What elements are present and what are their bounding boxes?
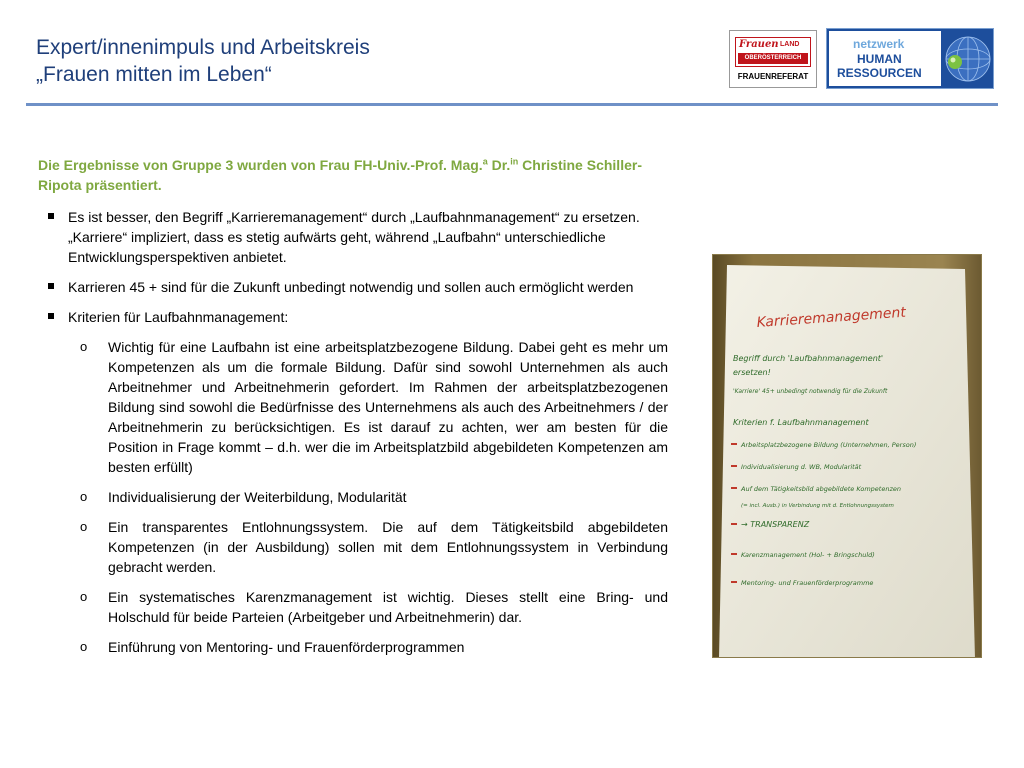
- bullet-item: [48, 207, 668, 267]
- flipchart-line: 'Karriere' 45+ unbedingt notwendig für die Zukunft: [733, 388, 888, 395]
- logo-ressourcen: RESSOURCEN: [837, 66, 922, 80]
- intro-sup-2: in: [510, 156, 519, 167]
- circle-bullet-icon: o: [80, 339, 88, 354]
- flipchart-line: Begriff durch 'Laufbahnmanagement': [733, 354, 884, 363]
- netzwerk-human-ressourcen-logo: [826, 28, 994, 89]
- circle-bullet-icon: o: [80, 519, 88, 534]
- frauenland-logo: [729, 30, 817, 88]
- square-bullet-icon: [48, 313, 54, 319]
- flipchart-heading: Karrieremanagement: [756, 304, 907, 331]
- logo-word-frauen: Frauen: [739, 39, 779, 50]
- sub-bullet-text: Wichtig für eine Laufbahn ist eine arbeitsplatzbezogene Bildung. Dabei geht es mehr um Kompetenzen als um die formale Bildung. Dafür sind sowohl Unternehmen als auch Arbeitnehmer und Arbeitnehmerin gefordert. Im Rahmen der arbeitsplatzbezogenen Bildung sind sowohl die Bedürfnisse des Unternehmens als auch des Arbeitnehmers / der Arbeitnehmerin zu berücksichtigen. Es ist darauf zu achten, wer am besten für die Position in Frage kommt – d.h. wer die im Arbeitsplatzbild abgebildeten Kompetenzen am besten erfüllt): [108, 339, 668, 475]
- logo-netzwerk: netzwerk: [853, 37, 905, 51]
- bullet-item: [48, 307, 668, 327]
- bullet-text: Kriterien für Laufbahnmanagement:: [68, 309, 289, 325]
- bullet-list: [48, 207, 668, 667]
- intro-part-3: Christine Schiller-Ripota präsentiert.: [38, 157, 642, 193]
- frauenland-logo-frame: [735, 37, 811, 67]
- flipchart-line: Mentoring- und Frauenförderprogramme: [741, 579, 874, 587]
- title-line-2: „Frauen mitten im Leben“: [36, 63, 272, 86]
- globe-icon: [941, 29, 994, 89]
- flipchart-line: → TRANSPARENZ: [741, 520, 810, 529]
- square-bullet-icon: [48, 283, 54, 289]
- intro-part-2: Dr.: [487, 157, 511, 173]
- square-bullet-icon: [48, 213, 54, 219]
- sub-bullet-text: Individualisierung der Weiterbildung, Modularität: [108, 489, 407, 505]
- slide-title: [36, 34, 370, 88]
- flipchart-line: (= incl. Ausb.) in Verbindung mit d. Entlohnungssystem: [741, 503, 894, 509]
- sub-bullet-text: Einführung von Mentoring- und Frauenförderprogrammen: [108, 639, 465, 655]
- circle-bullet-icon: o: [80, 639, 88, 654]
- header-divider: [26, 103, 998, 106]
- logo-department: FRAUENREFERAT: [737, 72, 809, 81]
- intro-text: [38, 155, 668, 195]
- sub-bullet-item: [48, 487, 668, 507]
- circle-bullet-icon: o: [80, 589, 88, 604]
- sub-bullet-item: [48, 637, 668, 657]
- logo-region: OBERÖSTERREICH: [738, 53, 808, 64]
- flipchart-line: Arbeitsplatzbezogene Bildung (Unternehmen, Person): [741, 441, 917, 449]
- intro-part-1: Die Ergebnisse von Gruppe 3 wurden von Frau FH-Univ.-Prof. Mag.: [38, 157, 483, 173]
- logo-word-land: LAND: [780, 41, 800, 48]
- flipchart-line: Kriterien f. Laufbahnmanagement: [733, 418, 869, 427]
- bullet-item: [48, 277, 668, 297]
- sub-bullet-item: [48, 587, 668, 627]
- flipchart-line: Auf dem Tätigkeitsbild abgebildete Kompetenzen: [741, 485, 902, 493]
- sub-bullet-item: [48, 517, 668, 577]
- flipchart-image: [713, 255, 982, 658]
- circle-bullet-icon: o: [80, 489, 88, 504]
- sub-bullet-item: [48, 337, 668, 477]
- sub-bullet-text: Ein transparentes Entlohnungssystem. Die auf dem Tätigkeitsbild abgebildeten Kompetenzen (in der Ausbildung) sollen mit dem Entlohnungssystem in Verbindung gebracht werden.: [108, 519, 668, 575]
- logo-human: HUMAN: [857, 52, 902, 66]
- intro-sup-1: a: [482, 156, 488, 167]
- flipchart-line: Karenzmanagement (Hol- + Bringschuld): [741, 551, 875, 559]
- sub-bullet-text: Ein systematisches Karenzmanagement ist wichtig. Dieses stellt eine Bring- und Holschuld für beide Parteien (Arbeitgeber und Arbeitnehmerin) dar.: [108, 589, 668, 625]
- title-line-1: Expert/innenimpuls und Arbeitskreis: [36, 36, 370, 59]
- bullet-text: Karrieren 45 + sind für die Zukunft unbedingt notwendig und sollen auch ermöglicht werden: [68, 279, 634, 295]
- flipchart-photo: [712, 254, 982, 658]
- flipchart-line: ersetzen!: [733, 368, 771, 377]
- flipchart-line: Individualisierung d. WB, Modularität: [741, 463, 862, 471]
- bullet-text: Es ist besser, den Begriff „Karrieremanagement“ durch „Laufbahnmanagement“ zu ersetzen. „Karriere“ impliziert, dass es stetig aufwärts geht, während „Laufbahn“ unterschiedliche Entwicklungsperspektiven anbietet.: [68, 209, 640, 265]
